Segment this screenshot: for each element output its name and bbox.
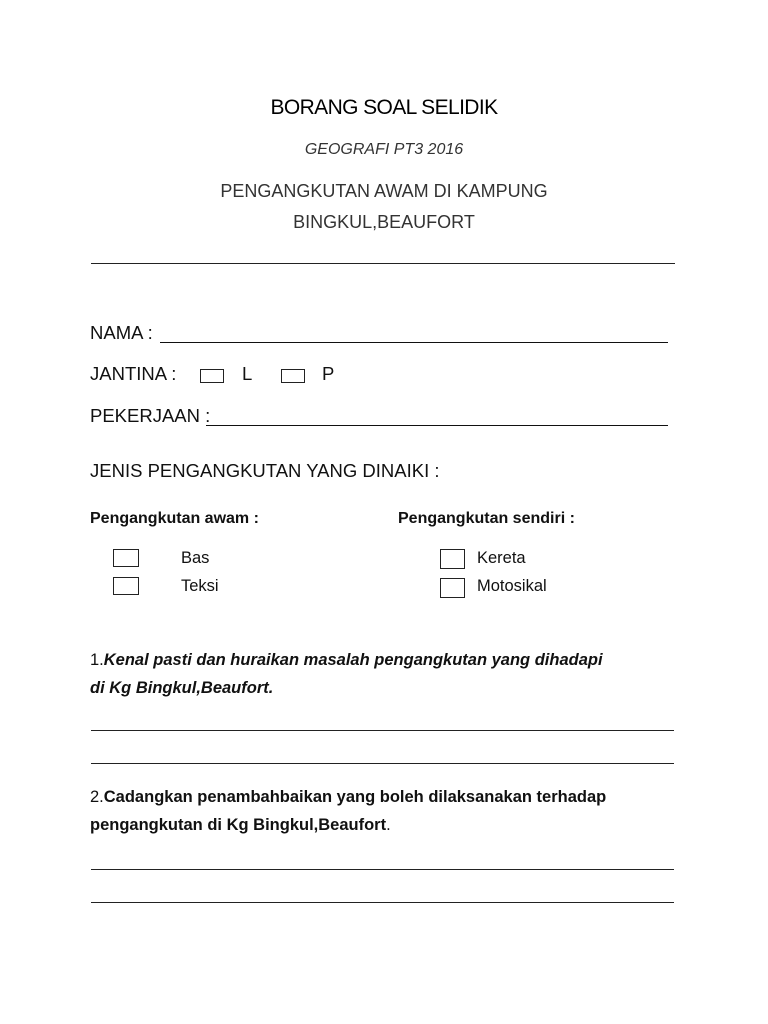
question-2-period: . <box>386 816 391 834</box>
teksi-checkbox[interactable] <box>113 577 139 595</box>
jantina-label: JANTINA : <box>90 363 177 384</box>
form-heading-line2: BINGKUL,BEAUFORT <box>293 212 475 232</box>
jantina-l-label: L <box>242 363 253 384</box>
kereta-checkbox[interactable] <box>440 549 465 569</box>
question-1-line1 <box>90 646 603 674</box>
question-2-text-line2: pengangkutan di Kg Bingkul,Beaufort <box>90 816 387 834</box>
question-2-number: 2. <box>90 788 104 806</box>
nama-label: NAMA : <box>90 322 153 343</box>
jantina-p-label: P <box>322 363 335 384</box>
form-subtitle: GEOGRAFI PT3 2016 <box>304 141 464 158</box>
question-2-line1 <box>90 783 606 811</box>
answer-2-line-2[interactable] <box>91 902 674 903</box>
form-title: BORANG SOAL SELIDIK <box>270 96 498 119</box>
answer-1-line-2[interactable] <box>91 763 674 764</box>
motosikal-checkbox[interactable] <box>440 578 465 598</box>
nama-input-line[interactable] <box>160 342 668 343</box>
motosikal-label: Motosikal <box>477 577 547 595</box>
question-1-text-line1: Kenal pasti dan huraikan masalah pengangkutan yang dihadapi <box>103 651 603 669</box>
teksi-label: Teksi <box>181 577 219 595</box>
question-2-line2 <box>90 811 391 839</box>
transport-section-label: JENIS PENGANGKUTAN YANG DINAIKI : <box>90 460 440 481</box>
bas-label: Bas <box>181 549 210 567</box>
pekerjaan-label: PEKERJAAN : <box>90 405 211 426</box>
question-1-text-line2: di Kg Bingkul,Beaufort. <box>90 679 274 697</box>
question-2-text-line1: Cadangkan penambahbaikan yang boleh dilaksanakan terhadap <box>103 788 607 806</box>
kereta-label: Kereta <box>477 549 526 567</box>
bas-checkbox[interactable] <box>113 549 139 567</box>
answer-2-line-1[interactable] <box>91 869 674 870</box>
header-divider <box>91 263 675 264</box>
public-transport-label: Pengangkutan awam : <box>90 510 259 527</box>
answer-1-line-1[interactable] <box>91 730 674 731</box>
jantina-l-checkbox[interactable] <box>200 369 224 383</box>
question-1-number: 1. <box>90 651 104 669</box>
private-transport-label: Pengangkutan sendiri : <box>398 510 575 527</box>
form-heading-line1: PENGANGKUTAN AWAM DI KAMPUNG <box>220 181 548 201</box>
jantina-p-checkbox[interactable] <box>281 369 305 383</box>
pekerjaan-input-line[interactable] <box>206 425 668 426</box>
